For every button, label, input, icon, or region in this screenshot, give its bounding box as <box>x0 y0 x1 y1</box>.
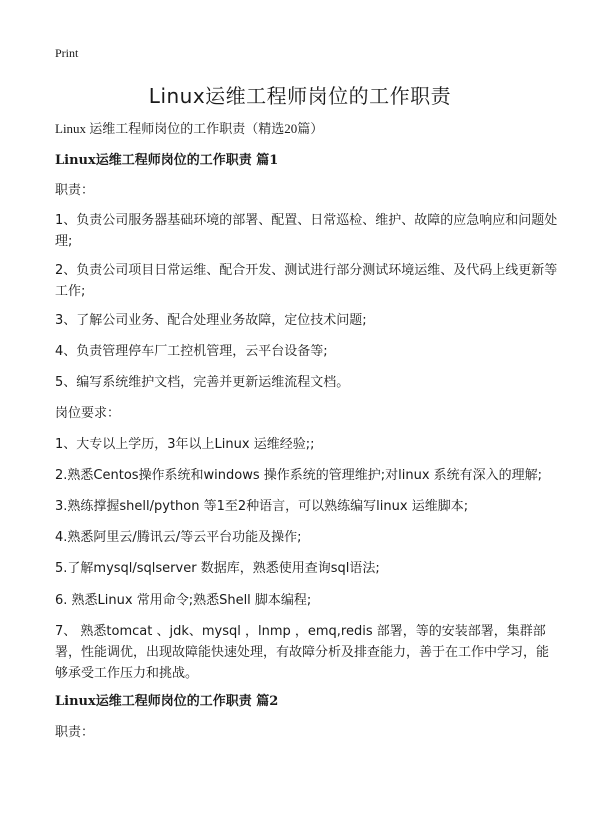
duty-item-2: 2、负责公司项目日常运维、配合开发、测试进行部分测试环境运维、及代码上线更新等工作; <box>55 263 558 299</box>
section-heading-1: Linux运维工程师岗位的工作职责 篇1 <box>55 153 279 168</box>
duty-item-5: 5、编写系统维护文档，完善并更新运维流程文档。 <box>55 375 350 390</box>
requirement-item-1: 1、大专以上学历，3年以上Linux 运维经验;; <box>55 437 315 452</box>
duties-label: 职责： <box>55 183 95 198</box>
duty-item-3: 3、了解公司业务、配合处理业务故障，定位技术问题; <box>55 313 367 328</box>
duty-item-4: 4、负责管理停车厂工控机管理，云平台设备等; <box>55 344 328 359</box>
requirements-label: 岗位要求： <box>55 406 121 421</box>
requirement-item-6: 6. 熟悉Linux 常用命令;熟悉Shell 脚本编程; <box>55 593 312 608</box>
document-title: Linux运维工程师岗位的工作职责 <box>148 84 452 108</box>
requirement-item-4: 4.熟悉阿里云/腾讯云/等云平台功能及操作; <box>55 530 302 545</box>
duty-item-1: 1、负责公司服务器基础环境的部署、配置、日常巡检、维护、故障的应急响应和问题处理; <box>55 213 558 249</box>
section-heading-2: Linux运维工程师岗位的工作职责 篇2 <box>55 694 279 709</box>
document-subtitle: Linux 运维工程师岗位的工作职责（精选20篇） <box>55 121 324 136</box>
requirement-item-5: 5.了解mysql/sqlserver 数据库，熟悉使用查询sql语法; <box>55 561 380 576</box>
requirement-item-2: 2.熟悉Centos操作系统和windows 操作系统的管理维护;对linux 系统有深入的理解; <box>55 468 543 483</box>
print-label: Print <box>55 46 79 60</box>
requirement-item-3: 3.熟练撑握shell/python 等1至2种语言，可以熟练编写linux 运维脚本; <box>55 499 469 514</box>
requirement-item-7: 7、 熟悉tomcat 、jdk、mysql ，lnmp ，emq,redis 部署，等的安装部署，集群部署，性能调优，出现故障能快速处理，有故障分析及排查能力，善于在工作中学习，能够承受工作压力和挑战。 <box>55 624 550 681</box>
duties-label-2: 职责： <box>55 725 95 740</box>
